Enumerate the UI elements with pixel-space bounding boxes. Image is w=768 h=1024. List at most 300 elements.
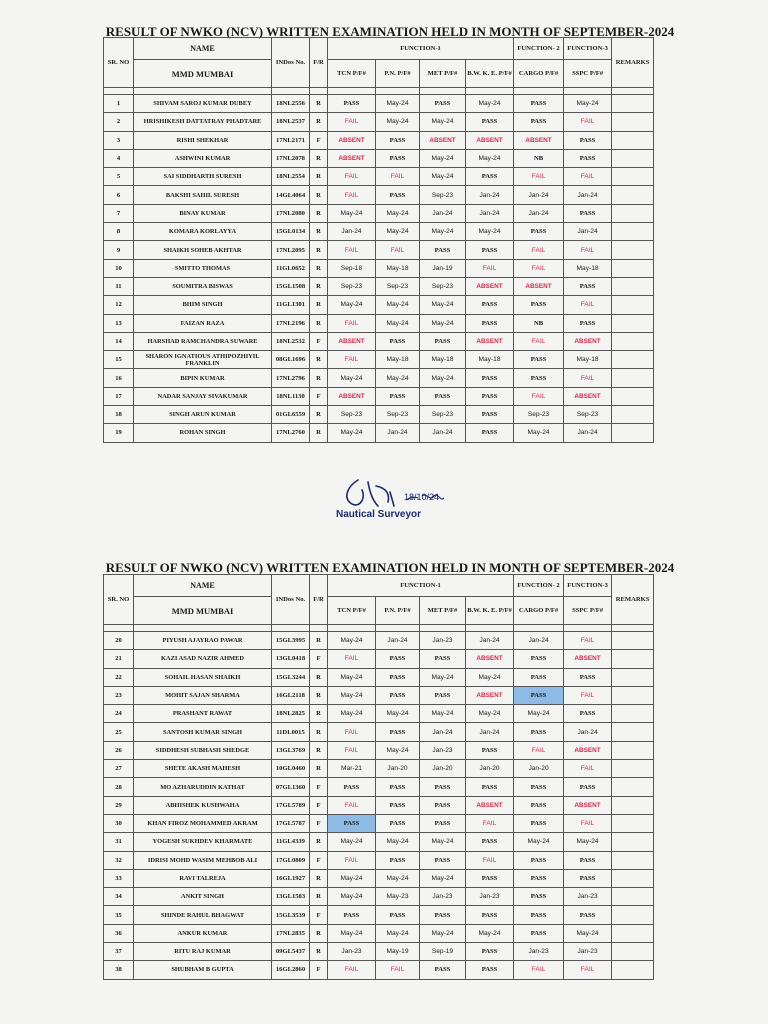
cell-tcn: May-24 (328, 369, 376, 387)
cell-sr: 29 (104, 796, 134, 814)
cell-sspc: ABSENT (564, 741, 612, 759)
cell-tcn: PASS (328, 95, 376, 113)
cell-remarks (612, 296, 654, 314)
cell-fr: R (310, 406, 328, 424)
cell-met: Jan-20 (420, 760, 466, 778)
cell-name: MO AZHARUDDIN KATHAT (134, 778, 272, 796)
cell-tcn: Jan-24 (328, 223, 376, 241)
cell-pn: PASS (376, 332, 420, 350)
cell-pn: PASS (376, 723, 420, 741)
cell-bwke: Jan-24 (466, 204, 514, 222)
cell-sr: 20 (104, 632, 134, 650)
header-function-3: FUNCTION-3 (564, 575, 612, 597)
cell-remarks (612, 650, 654, 668)
cell-sspc: PASS (564, 851, 612, 869)
cell-pn: PASS (376, 149, 420, 167)
cell-sr: 24 (104, 705, 134, 723)
cell-indos: 08GL1696 (272, 351, 310, 369)
cell-cargo: FAIL (514, 259, 564, 277)
cell-remarks (612, 833, 654, 851)
table-row (104, 223, 654, 241)
cell-pn: May-24 (376, 296, 420, 314)
cell-sr: 21 (104, 650, 134, 668)
cell-name: SHETE AKASH MAHESH (134, 760, 272, 778)
cell-sr: 5 (104, 168, 134, 186)
cell-sr: 16 (104, 369, 134, 387)
results-table (103, 37, 654, 443)
page-title: RESULT OF NWKO (NCV) WRITTEN EXAMINATION HELD IN MONTH OF SEPTEMBER-2024 (105, 24, 675, 39)
table-row (104, 814, 654, 832)
cell-name: PIYUSH AJAYRAO PAWAR (134, 632, 272, 650)
cell-name: BAKSHI SAHIL SURESH (134, 186, 272, 204)
table-row (104, 296, 654, 314)
cell-bwke: FAIL (466, 851, 514, 869)
cell-indos: 15GL1508 (272, 277, 310, 295)
cell-name: IDRISI MOHD WASIM MEHBOB ALI (134, 851, 272, 869)
cell-name: SANTOSH KUMAR SINGH (134, 723, 272, 741)
cell-met: May-24 (420, 705, 466, 723)
cell-sspc: FAIL (564, 369, 612, 387)
header-indos: INDos No. (272, 38, 310, 88)
cell-pn: PASS (376, 186, 420, 204)
cell-tcn: FAIL (328, 113, 376, 131)
cell-sr: 12 (104, 296, 134, 314)
cell-indos: 09GL5437 (272, 943, 310, 961)
table-row (104, 259, 654, 277)
cell-remarks (612, 131, 654, 149)
cell-sspc: May-24 (564, 833, 612, 851)
cell-indos: 17GL0809 (272, 851, 310, 869)
cell-fr: R (310, 723, 328, 741)
cell-cargo: PASS (514, 296, 564, 314)
cell-pn: Sep-23 (376, 277, 420, 295)
cell-name: RAVI TALREJA (134, 869, 272, 887)
cell-sspc: PASS (564, 131, 612, 149)
cell-indos: 11GL0652 (272, 259, 310, 277)
table-row (104, 204, 654, 222)
table-row (104, 924, 654, 942)
cell-tcn: May-24 (328, 632, 376, 650)
cell-tcn: Mar-21 (328, 760, 376, 778)
header-tcn: TCN P/F# (328, 60, 376, 88)
cell-met: PASS (420, 906, 466, 924)
cell-indos: 11DL0015 (272, 723, 310, 741)
table-row (104, 869, 654, 887)
cell-remarks (612, 851, 654, 869)
table-row (104, 95, 654, 113)
cell-bwke: ABSENT (466, 796, 514, 814)
cell-indos: 17NL2171 (272, 131, 310, 149)
header-fr: F/R (310, 38, 328, 88)
table-row (104, 760, 654, 778)
cell-sr: 38 (104, 961, 134, 979)
cell-sr: 17 (104, 387, 134, 405)
cell-sspc: PASS (564, 277, 612, 295)
cell-fr: R (310, 168, 328, 186)
cell-remarks (612, 741, 654, 759)
cell-cargo: Jan-20 (514, 760, 564, 778)
cell-met: PASS (420, 814, 466, 832)
cell-fr: F (310, 906, 328, 924)
cell-name: SHINDE RAHUL BHAGWAT (134, 906, 272, 924)
cell-sspc: May-18 (564, 351, 612, 369)
cell-bwke: Jan-24 (466, 723, 514, 741)
cell-indos: 18NL2825 (272, 705, 310, 723)
signature-date: 18/10/24 (404, 492, 440, 502)
cell-bwke: Jan-24 (466, 632, 514, 650)
table-row (104, 943, 654, 961)
cell-indos: 15GL3244 (272, 668, 310, 686)
cell-bwke: May-24 (466, 668, 514, 686)
cell-sspc: PASS (564, 705, 612, 723)
cell-tcn: ABSENT (328, 149, 376, 167)
table-row (104, 906, 654, 924)
cell-name: PRASHANT RAWAT (134, 705, 272, 723)
cell-tcn: PASS (328, 778, 376, 796)
cell-tcn: PASS (328, 814, 376, 832)
header-function-2: FUNCTION- 2 (514, 38, 564, 60)
cell-sspc: PASS (564, 204, 612, 222)
cell-tcn: May-24 (328, 204, 376, 222)
cell-cargo: ABSENT (514, 277, 564, 295)
cell-fr: F (310, 332, 328, 350)
cell-name: BHIM SINGH (134, 296, 272, 314)
cell-sspc: FAIL (564, 686, 612, 704)
cell-cargo: FAIL (514, 168, 564, 186)
cell-bwke: PASS (466, 961, 514, 979)
cell-sspc: May-24 (564, 95, 612, 113)
cell-tcn: FAIL (328, 168, 376, 186)
cell-remarks (612, 888, 654, 906)
cell-sr: 15 (104, 351, 134, 369)
cell-sspc: Jan-24 (564, 424, 612, 442)
cell-cargo: PASS (514, 113, 564, 131)
table-row (104, 668, 654, 686)
cell-tcn: FAIL (328, 650, 376, 668)
cell-remarks (612, 778, 654, 796)
cell-cargo: Jan-24 (514, 632, 564, 650)
cell-met: PASS (420, 686, 466, 704)
cell-pn: Jan-20 (376, 760, 420, 778)
cell-cargo: PASS (514, 796, 564, 814)
cell-cargo: May-24 (514, 424, 564, 442)
cell-met: PASS (420, 961, 466, 979)
cell-name: SHIVAM SAROJ KUMAR DUBEY (134, 95, 272, 113)
cell-name: ANKIT SINGH (134, 888, 272, 906)
cell-sr: 34 (104, 888, 134, 906)
cell-remarks (612, 259, 654, 277)
cell-remarks (612, 632, 654, 650)
cell-pn: May-24 (376, 314, 420, 332)
cell-bwke: Jan-24 (466, 186, 514, 204)
table-row (104, 241, 654, 259)
cell-tcn: Sep-23 (328, 277, 376, 295)
cell-name: ASHWINI KUMAR (134, 149, 272, 167)
results-table (103, 574, 654, 980)
cell-cargo: Jan-23 (514, 943, 564, 961)
table-row (104, 851, 654, 869)
cell-indos: 18NL2554 (272, 168, 310, 186)
cell-indos: 17NL2078 (272, 149, 310, 167)
cell-indos: 15GL3539 (272, 906, 310, 924)
cell-bwke: PASS (466, 314, 514, 332)
cell-cargo: FAIL (514, 741, 564, 759)
cell-sspc: PASS (564, 149, 612, 167)
cell-fr: R (310, 277, 328, 295)
cell-sspc: FAIL (564, 296, 612, 314)
header-srno: SR. NO (104, 38, 134, 88)
header-remarks: REMARKS (612, 38, 654, 88)
cell-sr: 33 (104, 869, 134, 887)
cell-bwke: PASS (466, 241, 514, 259)
cell-name: MOHIT SAJAN SHARMA (134, 686, 272, 704)
cell-tcn: May-24 (328, 668, 376, 686)
header-remarks: REMARKS (612, 575, 654, 625)
cell-fr: R (310, 632, 328, 650)
cell-sspc: ABSENT (564, 650, 612, 668)
cell-sr: 35 (104, 906, 134, 924)
cell-met: May-18 (420, 351, 466, 369)
cell-bwke: PASS (466, 869, 514, 887)
table-row (104, 369, 654, 387)
cell-pn: PASS (376, 668, 420, 686)
cell-cargo: PASS (514, 686, 564, 704)
cell-tcn: FAIL (328, 351, 376, 369)
cell-met: May-24 (420, 168, 466, 186)
cell-tcn: PASS (328, 906, 376, 924)
cell-pn: May-23 (376, 888, 420, 906)
cell-sr: 8 (104, 223, 134, 241)
cell-met: May-24 (420, 296, 466, 314)
cell-sr: 26 (104, 741, 134, 759)
cell-met: PASS (420, 241, 466, 259)
cell-met: Jan-19 (420, 259, 466, 277)
cell-sspc: FAIL (564, 760, 612, 778)
cell-pn: FAIL (376, 961, 420, 979)
cell-indos: 17NL2095 (272, 241, 310, 259)
cell-fr: R (310, 223, 328, 241)
table-row (104, 650, 654, 668)
cell-name: KHAN FIROZ MOHAMMED AKRAM (134, 814, 272, 832)
cell-met: Jan-23 (420, 741, 466, 759)
cell-pn: FAIL (376, 168, 420, 186)
header-cargo: CARGO P/F# (514, 60, 564, 88)
table-row (104, 131, 654, 149)
cell-sspc: May-18 (564, 259, 612, 277)
header-bwke: B.W. K. E. P/F# (466, 597, 514, 625)
cell-sspc: Jan-24 (564, 223, 612, 241)
cell-pn: Jan-24 (376, 424, 420, 442)
cell-bwke: PASS (466, 833, 514, 851)
cell-bwke: May-24 (466, 149, 514, 167)
cell-remarks (612, 277, 654, 295)
cell-fr: F (310, 851, 328, 869)
cell-fr: R (310, 424, 328, 442)
cell-name: SOHAIL HASAN SHAIKH (134, 668, 272, 686)
cell-fr: R (310, 95, 328, 113)
cell-name: SIDDHESH SUBHASH SHEDGE (134, 741, 272, 759)
header-met: MET P/F# (420, 597, 466, 625)
table-row (104, 113, 654, 131)
cell-bwke: Jan-23 (466, 888, 514, 906)
cell-indos: 16GL1927 (272, 869, 310, 887)
cell-sspc: PASS (564, 668, 612, 686)
page-title: RESULT OF NWKO (NCV) WRITTEN EXAMINATION HELD IN MONTH OF SEPTEMBER-2024 (105, 560, 675, 575)
cell-bwke: PASS (466, 369, 514, 387)
cell-sr: 9 (104, 241, 134, 259)
cell-tcn: FAIL (328, 186, 376, 204)
cell-remarks (612, 332, 654, 350)
cell-tcn: ABSENT (328, 131, 376, 149)
cell-indos: 18NL1130 (272, 387, 310, 405)
cell-sspc: FAIL (564, 113, 612, 131)
cell-remarks (612, 869, 654, 887)
cell-cargo: ABSENT (514, 131, 564, 149)
cell-sr: 10 (104, 259, 134, 277)
table-row (104, 387, 654, 405)
cell-tcn: FAIL (328, 723, 376, 741)
header-bwke: B.W. K. E. P/F# (466, 60, 514, 88)
cell-met: PASS (420, 387, 466, 405)
cell-tcn: May-24 (328, 296, 376, 314)
cell-fr: R (310, 668, 328, 686)
cell-pn: PASS (376, 796, 420, 814)
cell-tcn: ABSENT (328, 332, 376, 350)
cell-bwke: May-24 (466, 924, 514, 942)
cell-bwke: ABSENT (466, 332, 514, 350)
cell-remarks (612, 204, 654, 222)
cell-cargo: May-24 (514, 833, 564, 851)
cell-sspc: May-24 (564, 924, 612, 942)
cell-met: May-24 (420, 833, 466, 851)
cell-name: KOMARA KORLAYYA (134, 223, 272, 241)
cell-bwke: May-18 (466, 351, 514, 369)
header-met: MET P/F# (420, 60, 466, 88)
table-row (104, 741, 654, 759)
cell-remarks (612, 369, 654, 387)
cell-remarks (612, 168, 654, 186)
cell-name: SINGH ARUN KUMAR (134, 406, 272, 424)
table-spacer (104, 88, 654, 95)
cell-sr: 27 (104, 760, 134, 778)
cell-name: BIPIN KUMAR (134, 369, 272, 387)
cell-pn: May-24 (376, 95, 420, 113)
cell-sr: 23 (104, 686, 134, 704)
cell-fr: R (310, 204, 328, 222)
cell-tcn: FAIL (328, 961, 376, 979)
cell-bwke: PASS (466, 424, 514, 442)
cell-remarks (612, 723, 654, 741)
cell-pn: May-19 (376, 943, 420, 961)
cell-bwke: PASS (466, 906, 514, 924)
cell-sspc: ABSENT (564, 332, 612, 350)
cell-met: May-24 (420, 314, 466, 332)
cell-pn: PASS (376, 686, 420, 704)
cell-cargo: PASS (514, 869, 564, 887)
cell-indos: 17GL5789 (272, 796, 310, 814)
cell-met: Sep-23 (420, 406, 466, 424)
cell-sr: 11 (104, 277, 134, 295)
cell-indos: 11GL4339 (272, 833, 310, 851)
cell-met: Sep-23 (420, 277, 466, 295)
cell-name: SMITTO THOMAS (134, 259, 272, 277)
cell-remarks (612, 387, 654, 405)
cell-indos: 15GL3995 (272, 632, 310, 650)
cell-sr: 19 (104, 424, 134, 442)
cell-name: ABHISHEK KUSHWAHA (134, 796, 272, 814)
table-row (104, 149, 654, 167)
cell-fr: F (310, 814, 328, 832)
cell-pn: May-24 (376, 369, 420, 387)
cell-remarks (612, 186, 654, 204)
cell-sr: 14 (104, 332, 134, 350)
cell-met: May-24 (420, 668, 466, 686)
cell-fr: R (310, 296, 328, 314)
cell-cargo: PASS (514, 778, 564, 796)
cell-tcn: FAIL (328, 851, 376, 869)
header-mmd: MMD MUMBAI (134, 60, 272, 88)
table-row (104, 424, 654, 442)
cell-name: FAIZAN RAZA (134, 314, 272, 332)
cell-pn: PASS (376, 387, 420, 405)
cell-sr: 18 (104, 406, 134, 424)
cell-tcn: May-24 (328, 705, 376, 723)
cell-bwke: Jan-20 (466, 760, 514, 778)
cell-pn: May-24 (376, 705, 420, 723)
cell-sr: 1 (104, 95, 134, 113)
cell-remarks (612, 424, 654, 442)
cell-fr: R (310, 833, 328, 851)
signature-label: Nautical Surveyor (336, 509, 422, 520)
header-function-3: FUNCTION-3 (564, 38, 612, 60)
cell-pn: May-24 (376, 741, 420, 759)
cell-fr: R (310, 924, 328, 942)
cell-cargo: Jan-24 (514, 186, 564, 204)
cell-tcn: May-24 (328, 888, 376, 906)
table-row (104, 406, 654, 424)
results-body (104, 625, 654, 980)
cell-sr: 37 (104, 943, 134, 961)
cell-bwke: PASS (466, 387, 514, 405)
cell-remarks (612, 406, 654, 424)
cell-tcn: ABSENT (328, 387, 376, 405)
cell-met: PASS (420, 332, 466, 350)
cell-sspc: PASS (564, 906, 612, 924)
cell-met: ABSENT (420, 131, 466, 149)
cell-cargo: FAIL (514, 241, 564, 259)
table-row (104, 705, 654, 723)
cell-cargo: PASS (514, 906, 564, 924)
cell-indos: 17NL2196 (272, 314, 310, 332)
cell-fr: F (310, 778, 328, 796)
cell-remarks (612, 95, 654, 113)
cell-remarks (612, 796, 654, 814)
cell-cargo: PASS (514, 650, 564, 668)
header-sspc: SSPC P/F# (564, 60, 612, 88)
table-row (104, 888, 654, 906)
cell-met: Jan-24 (420, 424, 466, 442)
cell-remarks (612, 924, 654, 942)
cell-pn: PASS (376, 906, 420, 924)
cell-cargo: PASS (514, 888, 564, 906)
table-row (104, 277, 654, 295)
cell-pn: Sep-23 (376, 406, 420, 424)
cell-pn: FAIL (376, 241, 420, 259)
cell-cargo: PASS (514, 924, 564, 942)
cell-cargo: PASS (514, 369, 564, 387)
header-indos: INDos No. (272, 575, 310, 625)
cell-pn: Jan-24 (376, 632, 420, 650)
